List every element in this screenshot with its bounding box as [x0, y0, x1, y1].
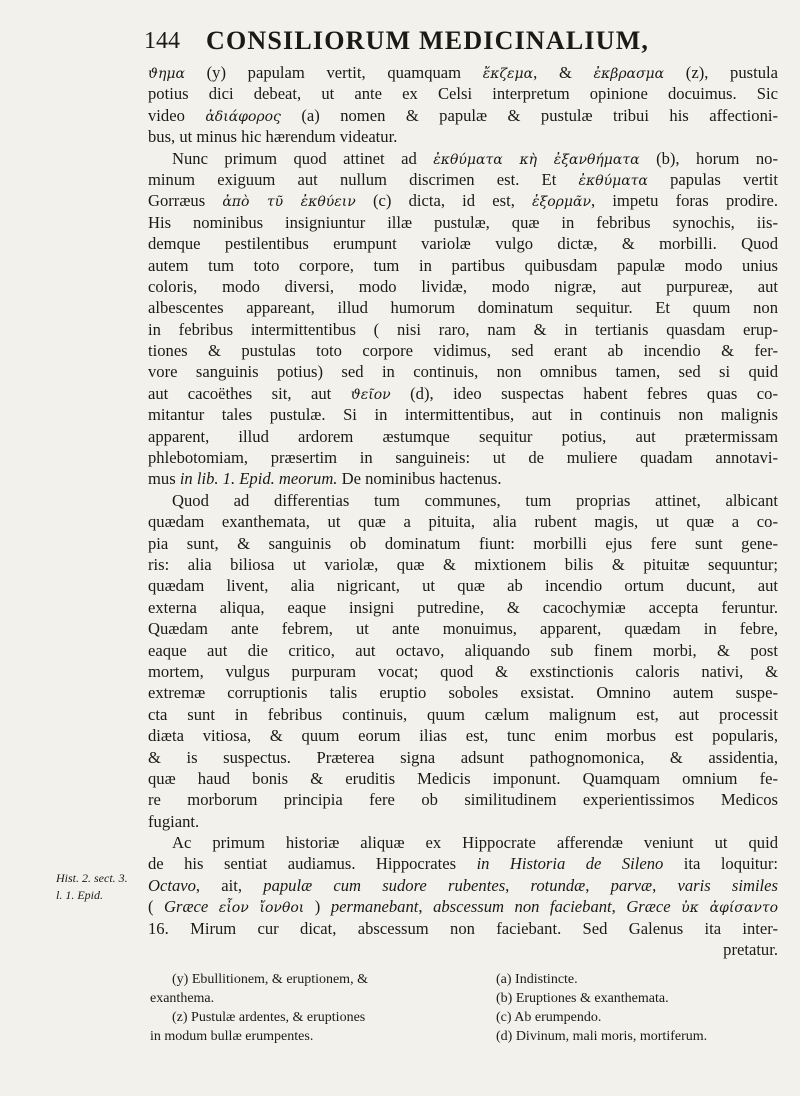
greek-term: ἀδιάφορος — [205, 108, 281, 125]
text-line — [148, 747, 778, 768]
greek-term: ἐκθύματα — [578, 172, 648, 189]
italic-text: abscessum non faciebant — [433, 897, 612, 917]
italic-text: parvæ — [610, 875, 653, 895]
text-line — [148, 169, 778, 190]
text-fragment: 16. Mirum cur dicat, abscessum non faciebant. Sed Galenus ita inter- — [148, 918, 778, 938]
text-fragment: (a) nomen & papulæ & pustulæ tribui his affectioni- — [280, 105, 779, 125]
text-line — [148, 918, 778, 939]
text-fragment: fugiant. — [148, 811, 200, 831]
italic-text: rotundæ — [530, 875, 586, 895]
text-fragment: apparent, illud ardorem æstumque sequitur potius, aut prætermissam — [148, 426, 778, 446]
text-line — [148, 853, 778, 874]
text-fragment: (d), ideo suspectas habent febres quas co- — [390, 383, 778, 403]
text-line — [148, 511, 778, 532]
greek-term: ὐκ ἀφίσαντο — [681, 900, 779, 917]
text-fragment: , — [585, 875, 611, 895]
greek-term: ἔκζεμα — [482, 66, 534, 82]
text-fragment: Quod ad differentias tum communes, tum proprias attinet, albicant — [172, 490, 778, 510]
text-line — [148, 190, 778, 211]
text-line — [148, 297, 778, 318]
text-fragment: phlebotomiam, præsertim in sanguineis: ut de muliere quadam annotavi- — [148, 448, 778, 468]
running-title: CONSILIORUM MEDICINALIUM, — [206, 26, 650, 55]
footnote-line: (y) Ebullitionem, & eruptionem, & — [172, 972, 368, 987]
text-line — [148, 768, 778, 789]
text-fragment: , — [418, 897, 434, 917]
text-line — [148, 640, 778, 661]
text-fragment: video — [148, 105, 206, 125]
text-line — [148, 255, 778, 276]
footnotes-left — [150, 970, 470, 1046]
text-line — [148, 618, 778, 639]
italic-text: Græce — [164, 897, 209, 917]
text-line — [148, 319, 778, 340]
text-fragment: quædam exanthemata, ut quæ a pituita, alia rubent magis, ut quæ a co- — [148, 512, 778, 532]
text-fragment: , — [611, 897, 627, 917]
text-fragment: in febribus intermittentibus ( nisi raro, nam & in tertianis quasdam erup- — [148, 319, 778, 339]
italic-text: papulæ cum sudore rubentes — [263, 875, 506, 895]
text-fragment: diæta vitiosa, & quum eorum ilias est, tunc enim morbus est popularis, — [148, 726, 778, 746]
italic-text: varis similes — [677, 875, 778, 895]
text-fragment: mus — [148, 469, 180, 489]
text-fragment: (c) dicta, id est, — [355, 191, 533, 211]
footnote-line: (a) Indistincte. — [496, 972, 578, 987]
text-line — [148, 661, 778, 682]
text-line — [148, 276, 778, 297]
text-fragment: , impetu foras prodire. — [590, 191, 779, 211]
text-fragment: (z), pustula — [664, 63, 778, 82]
text-line — [148, 597, 778, 618]
text-fragment — [208, 897, 219, 916]
text-fragment: , — [505, 875, 531, 895]
text-line — [148, 811, 778, 832]
text-fragment: ) — [304, 897, 331, 917]
text-line — [148, 340, 778, 361]
footnote-line: (z) Pustulæ ardentes, & eruptiones — [172, 1010, 366, 1025]
text-fragment: aut cacoëthes sit, aut — [148, 383, 351, 403]
text-fragment: ris: alia biliosa ut variolæ, quæ & mixtionem bilis & pituitæ sequuntur; — [148, 554, 778, 574]
text-fragment: demque pestilentibus erumpunt variolæ vulgo dictæ, & morbilli. Quod — [148, 234, 778, 254]
text-line — [148, 62, 778, 83]
text-line — [148, 939, 778, 960]
text-fragment: minum exiguum aut nullum discrimen est. Et — [148, 169, 579, 189]
footnote-line: in modum bullæ erumpentes. — [150, 1029, 314, 1044]
text-fragment: quædam livent, alia nigricant, ut quæ ab incendio ortum ducunt, aut — [148, 576, 778, 596]
text-fragment: , ait, — [195, 875, 264, 895]
page-number: 144 — [144, 28, 180, 54]
text-line — [148, 490, 778, 511]
footnote-line: (c) Ab erumpendo. — [496, 1010, 602, 1025]
text-fragment: (y) papulam vertit, quamquam — [184, 63, 483, 82]
text-fragment: ( — [148, 897, 165, 917]
text-fragment: mitantur tales pustulæ. Si in intermittentibus, aut in continuis non malignis — [148, 405, 778, 425]
text-fragment: pretatur. — [723, 940, 778, 960]
footnote-line: (d) Divinum, mali moris, mortiferum. — [496, 1029, 708, 1044]
italic-text: in lib. 1. Epid. meorum. — [179, 469, 338, 489]
greek-term: ϑημα — [148, 66, 185, 82]
text-line — [148, 447, 778, 468]
italic-text: Octavo — [148, 875, 196, 895]
text-line — [148, 682, 778, 703]
text-fragment: vore sanguinis potius) sed in continuis, non omnibus tamen, sed si quid — [148, 362, 778, 382]
text-line — [148, 875, 778, 896]
greek-term: ἐκθύματα κὴ ἐξανθήματα — [433, 151, 640, 168]
text-fragment: bus, ut minus hic hærendum videatur. — [148, 127, 398, 147]
text-fragment: quæ haud bonis & eruditis Medicis imponunt. Quamquam omnium fe- — [148, 768, 778, 788]
text-line — [148, 105, 778, 126]
text-line — [148, 554, 778, 575]
text-line — [148, 83, 778, 104]
text-fragment: , — [652, 875, 678, 895]
text-fragment: Quædam ante febrem, ut ante monuimus, apparent, quædam in febre, — [148, 619, 778, 639]
text-line — [148, 896, 778, 917]
italic-text: permanebant — [330, 897, 419, 917]
text-line — [148, 789, 778, 810]
text-fragment: Gorræus — [148, 191, 223, 211]
text-line — [148, 148, 778, 169]
greek-term: ἐξορμᾶν — [532, 194, 591, 211]
text-fragment: autem tum toto corpore, tum in partibus quibusdam papulæ modo unius — [148, 255, 778, 275]
text-fragment: de his sentiat audiamus. Hippocrates — [148, 854, 477, 874]
text-fragment: papulas vertit — [647, 169, 778, 189]
text-line — [148, 426, 778, 447]
footnote-line: exanthema. — [150, 991, 215, 1006]
text-fragment: cta sunt in febribus continuis, quum cælum malignum est, aut processit — [148, 704, 778, 724]
text-fragment: His nominibus insigniuntur illæ pustulæ, quæ in febribus synochis, iis- — [148, 212, 778, 232]
text-line — [148, 468, 778, 489]
text-fragment: coloris, modo diversi, modo lividæ, modo nigræ, aut purpureæ, aut — [148, 276, 778, 296]
text-fragment: externa aliqua, eaque insigni putredine, & cacochymiæ accepta feruntur. — [148, 597, 778, 617]
text-fragment: Nunc primum quod attinet ad — [172, 148, 434, 168]
text-line — [148, 533, 778, 554]
text-fragment: Ac primum historiæ aliquæ ex Hippocrate afferendæ veniunt ut quid — [172, 833, 778, 853]
text-fragment: mortem, vulgus purpuram vocat; quod & exstinctionis caloris nativi, & — [148, 661, 778, 681]
text-fragment: (b), horum no- — [639, 148, 778, 168]
text-fragment: De nominibus hactenus. — [337, 469, 502, 489]
margin-note — [56, 870, 146, 904]
text-fragment: re morborum principia fere ob similitudinem experientissimos Medicos — [148, 790, 778, 810]
text-fragment — [671, 897, 682, 916]
main-text — [148, 62, 778, 960]
text-line — [148, 383, 778, 404]
text-line — [148, 704, 778, 725]
greek-term: ἀπὸ τῦ ἐκθύειν — [222, 194, 356, 211]
greek-term: ϑεῖον — [350, 386, 391, 403]
text-line — [148, 832, 778, 853]
footnote-line: (b) Eruptiones & exanthemata. — [496, 991, 669, 1006]
text-fragment: , & — [533, 63, 594, 82]
text-fragment: eaque aut die critico, aut octavo, aliquando sub finem morbi, & post — [148, 640, 778, 660]
text-line — [148, 126, 778, 147]
text-fragment: potius dici debeat, ut ante ex Celsi interpretum opinione docuimus. Sic — [148, 84, 778, 104]
text-fragment: extremæ corruptionis talis eruptio soboles exsistat. Omnino autem suspe- — [148, 683, 778, 703]
text-fragment: ita loquitur: — [663, 854, 778, 874]
text-line — [148, 361, 778, 382]
margin-note-line: Hist. 2. sect. 3. — [56, 871, 128, 885]
text-line — [148, 404, 778, 425]
greek-term: εἶον ἴονθοι — [218, 900, 305, 917]
italic-text: Græce — [626, 897, 671, 917]
margin-note-line: l. 1. Epid. — [56, 888, 103, 902]
greek-term: ἐκβρασμα — [593, 66, 665, 82]
italic-text: in Historia de Sileno — [476, 854, 664, 874]
text-line — [148, 725, 778, 746]
text-fragment: albescentes appareant, illud humorum dominatum sequitur. Et quum non — [148, 298, 778, 318]
text-fragment: tiones & pustulas toto corpore vidimus, sed erant ab incendio & fer- — [148, 341, 778, 361]
text-fragment: & is suspectus. Præterea signa adsunt pathognomonica, & assidentia, — [148, 747, 778, 767]
text-line — [148, 212, 778, 233]
footnotes — [0, 970, 800, 1080]
page-header — [144, 20, 744, 56]
text-line — [148, 575, 778, 596]
text-fragment: pia sunt, & sanguinis ob dominatum fiunt: morbilli ejus fere sunt gene- — [148, 533, 778, 553]
text-line — [148, 233, 778, 254]
footnotes-right — [496, 970, 786, 1046]
